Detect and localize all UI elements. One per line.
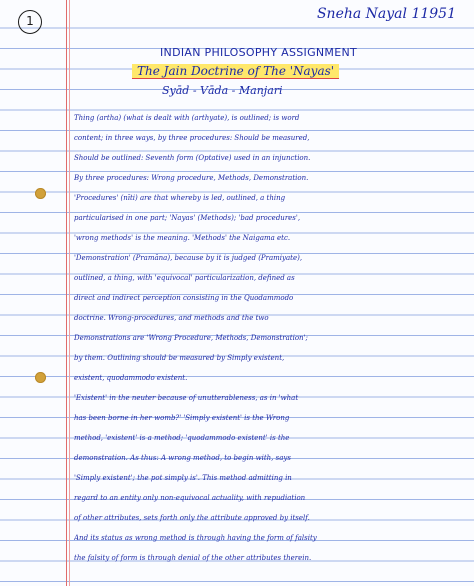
text-line: has been borne in her womb?' 'Simply existent' is the Wrong (74, 414, 290, 422)
margin-line-secondary (69, 0, 70, 586)
assignment-title: INDIAN PHILOSOPHY ASSIGNMENT (160, 46, 358, 59)
text-line: the falsity of form is through denial of the other attributes therein. (74, 554, 312, 562)
text-line: demonstration. As thus: A wrong method, to begin with, says (74, 454, 291, 462)
text-line: method, 'existent' is a method; 'quodammodo existent' is the (74, 434, 290, 442)
punch-hole (35, 372, 46, 383)
text-line: Thing (artha) (what is dealt with (arthyate), is outlined; is word (74, 114, 300, 122)
margin-line (66, 0, 67, 586)
author-name: Sneha Nayal 11951 (316, 6, 456, 22)
text-line: outlined, a thing, with 'equivocal' particularization, defined as (74, 274, 295, 282)
text-line: of other attributes, sets forth only the attribute approved by itself. (74, 514, 310, 522)
text-line: 'wrong methods' is the meaning. 'Methods' the Naigama etc. (74, 234, 291, 242)
text-line: doctrine. Wrong-procedures, and methods and the two (74, 314, 269, 322)
paragraph-1 (74, 108, 468, 388)
text-name: Syād - Vāda - Manjari (162, 84, 283, 97)
text-line: direct and indirect perception consisting in the Quodammodo (74, 294, 294, 302)
text-line: By three procedures: Wrong procedure, Methods, Demonstration. (74, 174, 309, 182)
text-line: existent, quodammodo existent. (74, 374, 188, 382)
punch-hole (35, 188, 46, 199)
text-line: 'Simply existent'; the pot simply is'. This method admitting in (74, 474, 292, 482)
text-line: 'Procedures' (nīti) are that whereby is led, outlined, a thing (74, 194, 286, 202)
text-line: 'Demonstration' (Pramāna), because by it is judged (Pramiyate), (74, 254, 303, 262)
page-number: 1 (18, 10, 42, 34)
text-line: content; in three ways, by three procedures: Should be measured, (74, 134, 310, 142)
text-line: particularised in one part; 'Nayas' (Methods); 'bad procedures', (74, 214, 301, 222)
text-line: Should be outlined: Seventh form (Optative) used in an injunction. (74, 154, 311, 162)
text-line: by them. Outlining should be measured by Simply existent, (74, 354, 285, 362)
text-line: And its status as wrong method is through having the form of falsity (74, 534, 317, 542)
text-line: regard to an entity only non-equivocal actuality, with repudiation (74, 494, 306, 502)
paragraph-2 (74, 388, 468, 568)
text-line: Demonstrations are 'Wrong Procedure, Methods, Demonstration'; (74, 334, 308, 342)
text-line: 'Existent' in the neuter because of unutterableness, as in 'what (74, 394, 299, 402)
assignment-subtitle: The Jain Doctrine of The 'Nayas' (132, 64, 339, 79)
